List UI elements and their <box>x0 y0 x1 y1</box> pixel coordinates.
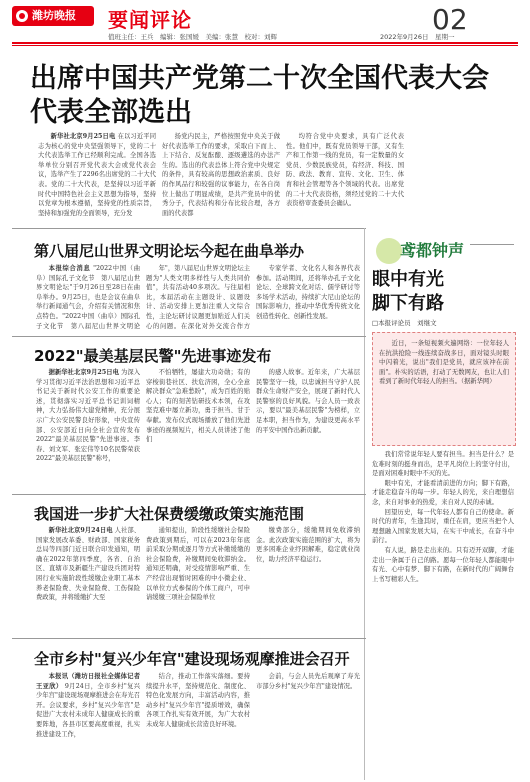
commentary-paragraph: 回望历史，每一代年轻人都有自己的使命。新时代的青年，生逢其时，重任在肩，更应当把个人理想融入国家发展大局，在实干中成长，在奋斗中前行。 <box>372 508 514 545</box>
lead-text-1: 在以习近平同志为核心的党中央坚强领导下，党的二十大代表选举工作已经顺利完成。全国各选举单位分别召开党代表大会或党代表会议，选举产生了2296名出席党的二十大代表。党的二十大代表，是坚持以习近平新时代中国特色社会主义思想为指导，坚持以党章为根本遵循，坚持党的性质宗旨，坚持和加强党的全面领导，充分发 <box>38 133 156 217</box>
commentary-byline: □本报评论员 刘继文 <box>372 319 437 327</box>
lead-headline: 出席中国共产党第二十次全国代表大会代表全部选出 <box>30 63 489 128</box>
village-dateline: 本报讯（潍坊日报社全媒体记者 王亚欣） <box>36 673 140 690</box>
commentary-headline-line1: 眼中有光 <box>372 269 444 290</box>
village-col-2: 结合，推动工作落实落细。要持续提升水平，坚持规范化、制度化、特色化发展方向，丰富活动内容，推动乡村"复兴少年宫"提质增效，确保各项工作扎实有效开展，为广大农村未成年人健康成长营造良好环境。 <box>146 673 250 728</box>
lead-dateline: 新华社北京9月25日电 <box>50 133 116 140</box>
commentary-paragraph: 眼中有光，才能看清前进的方向；脚下有路，才能走稳奋斗的每一步。年轻人的光，来自理想信念，来自对事业的热爱，来自对人民的赤诚。 <box>372 479 514 506</box>
lead-col-3: 均符合党中央要求，具有广泛代表性。他们中，既有党员领导干部，又有生产和工作第一线的党员，有一定数量的女党员、少数民族党员，有经济、科技、国防、政法、教育、宣传、文化、卫生、体育和社会管理等各个领域的代表。出席党的二十大代表资格，须经过党的二十大代表资格审查委员会确认。 <box>286 133 404 208</box>
commentary-paragraph: 有人说，路是走出来的。只有迈开双脚，才能走出一条属于自己的路。愿每一位年轻人都能眼中有光、心中有梦、脚下有路，在新时代的广阔舞台上书写精彩人生。 <box>372 546 514 583</box>
commentary-headline <box>372 268 444 316</box>
police-headline: 2022"最美基层民警"先进事迹发布 <box>34 347 272 365</box>
divider <box>12 494 366 495</box>
village-col-3: 会前，与会人员先后观摩了寿光市部分乡村"复兴少年宫"建设情况。 <box>256 673 360 690</box>
logo-mark-icon <box>16 10 28 22</box>
commentary-headline-line2: 脚下有路 <box>372 293 444 314</box>
culture-dateline: 本报综合消息 <box>48 265 91 272</box>
lead-col-2: 扬党内民主，严格按照党中央关于做好代表选举工作的要求，采取自下而上、上下结合、反复酝酿、逐级遴选的办法产生的。选出的代表总体上符合党中央规定的条件，具有较高的思想政治素质、良好的作风品行和较强的议事能力，在各自岗位上做出了明显成绩，是共产党员中的优秀分子，代表结构和分布比较合理，各方面的代表都 <box>162 133 280 217</box>
police-col-1 <box>36 368 140 488</box>
culture-col-1 <box>36 264 140 330</box>
village-text-1: 9月24日，全市乡村"复兴少年宫"建设现场观摩推进会在寿光召开。会议要求，乡村"复兴少年宫"是促进广大农村未成年人健康成长的重要阵地，各县市区要高度重视，扎实推进建设工作， <box>36 682 140 738</box>
village-headline: 全市乡村"复兴少年宫"建设现场观摩推进会召开 <box>34 650 350 668</box>
divider <box>12 336 366 337</box>
culture-text-1: "2022中国（曲阜）国际孔子文化节 第八届尼山世界文明论坛"于9月26日至28日在曲阜举办。9月25日，也是会议在曲阜举行新闻通气会，介绍有关情况和焦点特色。"2022中国（曲阜）国际孔子文化节 第八届尼山世界文明论 <box>36 265 140 330</box>
divider <box>12 638 366 639</box>
lead-col-1 <box>38 132 156 224</box>
commentary-quote-box <box>372 332 516 446</box>
page-number: 02 <box>432 3 468 36</box>
newspaper-logo <box>12 6 94 26</box>
header-rule <box>12 42 518 44</box>
police-text-1: 为深入学习贯彻习近平法治思想和习近平总书记关于新时代公安工作的重要论述，贯彻落实习近平总书记训词精神，大力弘扬伟大建党精神，充分展示广大公安民警良好形象，中央宣传部、公安部近日向全社会宣传发布2022"最美基层民警"先进事迹。李春、刘文军、张宏伟等10名民警荣获2022"最美基层民警"称号， <box>36 369 140 463</box>
insurance-col-2: 通知提出，阶段性缓缴社会保险费政策到期后，可以在2023年年底前采取分期或逐月等方式补缴缓缴的社会保险费，补缴期间免收滞纳金。通知还明确，对受疫情影响严重、生产经营出现暂时困难的中小微企业、以单位方式参保的个体工商户，可申请缓缴三项社会保险单位 <box>146 527 250 602</box>
culture-col-3: 专家学者、文化名人和各界代表参加。活动期间，还将举办孔子文化论坛、全球跨文化对话、儒学研讨等多场学术活动，持续扩大尼山论坛的国际影响力，推动中华优秀传统文化创造性转化、创新性发展。 <box>256 265 360 320</box>
column-leaf-icon <box>376 238 402 264</box>
divider <box>12 228 366 229</box>
header-rule-thin <box>12 45 518 46</box>
police-col-3: 的感人故事。近年来，广大基层民警坚守一线，以忠诚担当守护人民群众生命财产安全，展现了新时代人民警察的良好风貌。与会人员一致表示，要以"最美基层民警"为榜样，立足本职，担当作为，为建设更高水平的平安中国作出新贡献。 <box>256 369 360 434</box>
editor-line: 值班主任：王兵 编辑：张国媛 美编：张慧 校对：刘辉 <box>108 33 277 41</box>
column-divider <box>364 228 365 780</box>
police-col-2: 不怕牺牲，屡建大功奇勋；有的穿梭街巷社区、扶危济困，全心全意解决群众"急难愁盼"，成为百姓的贴心人；有的刻苦钻研技术本领，在攻坚克难中屡立新功，勇于担当、甘于奉献。发布仪式现场播放了他们先进事迹的视频短片，相关人员讲述了他们 <box>146 369 250 444</box>
commentary-column-name: 鸢都钟声 <box>400 241 465 260</box>
culture-headline: 第八届尼山世界文明论坛今起在曲阜举办 <box>34 242 305 260</box>
insurance-col-1 <box>36 526 140 632</box>
logo-text: 潍坊晚报 <box>32 9 76 22</box>
village-col-1 <box>36 672 140 776</box>
insurance-text-1: 人社部、国家发展改革委、财政部、国家税务总局等四部门近日联合印发通知，明确在2022年第四季度，各省、自治区、直辖市及新疆生产建设兵团对特困行业实施阶段性缓缴企业职工基本养老保险费、失业保险费、工伤保险费政策，并将缓缴扩大至 <box>36 527 140 602</box>
column-rule <box>470 244 514 245</box>
quote-box-text: 近日，一条短视频火遍网络：一位年轻人在抗洪抢险一线连续奋战多日，面对镜头时眼中闪着光，说出"我们是党员，就应该冲在前面"。朴实的话语，打动了无数网友，也让人们看到了新时代年轻人的担当。（据新华网） <box>379 340 509 386</box>
issue-date: 2022年9月26日 星期一 <box>380 33 455 41</box>
commentary-paragraph: 我们常常说年轻人要有担当。担当是什么？是危难时刻的挺身而出，是平凡岗位上的坚守付出，是面对困难时眼中不灭的光。 <box>372 451 514 478</box>
culture-col-2: 年"，第八届尼山世界文明论坛主题为"人类文明多样性与人类共同价值"，共有活动40多项次。与往届相比，本届活动在主题设计、议题设计、活动安排上更加注重人文综合性，主论坛研讨议题更加贴近人们关心的问题。在深化对外交流合作方 <box>146 265 250 330</box>
commentary-body <box>372 450 514 584</box>
insurance-headline: 我国进一步扩大社保费缓缴政策实施范围 <box>34 505 305 523</box>
police-dateline: 据新华社北京9月25日电 <box>48 369 119 376</box>
section-title: 要闻评论 <box>108 8 192 32</box>
insurance-col-3: 缴费部分，缓缴期间免收滞纳金。此次政策实施范围的扩大，将为更多困难企业纾困解难，稳定就业岗位，助力经济平稳运行。 <box>256 527 360 563</box>
insurance-dateline: 新华社北京9月24日电 <box>48 527 113 534</box>
